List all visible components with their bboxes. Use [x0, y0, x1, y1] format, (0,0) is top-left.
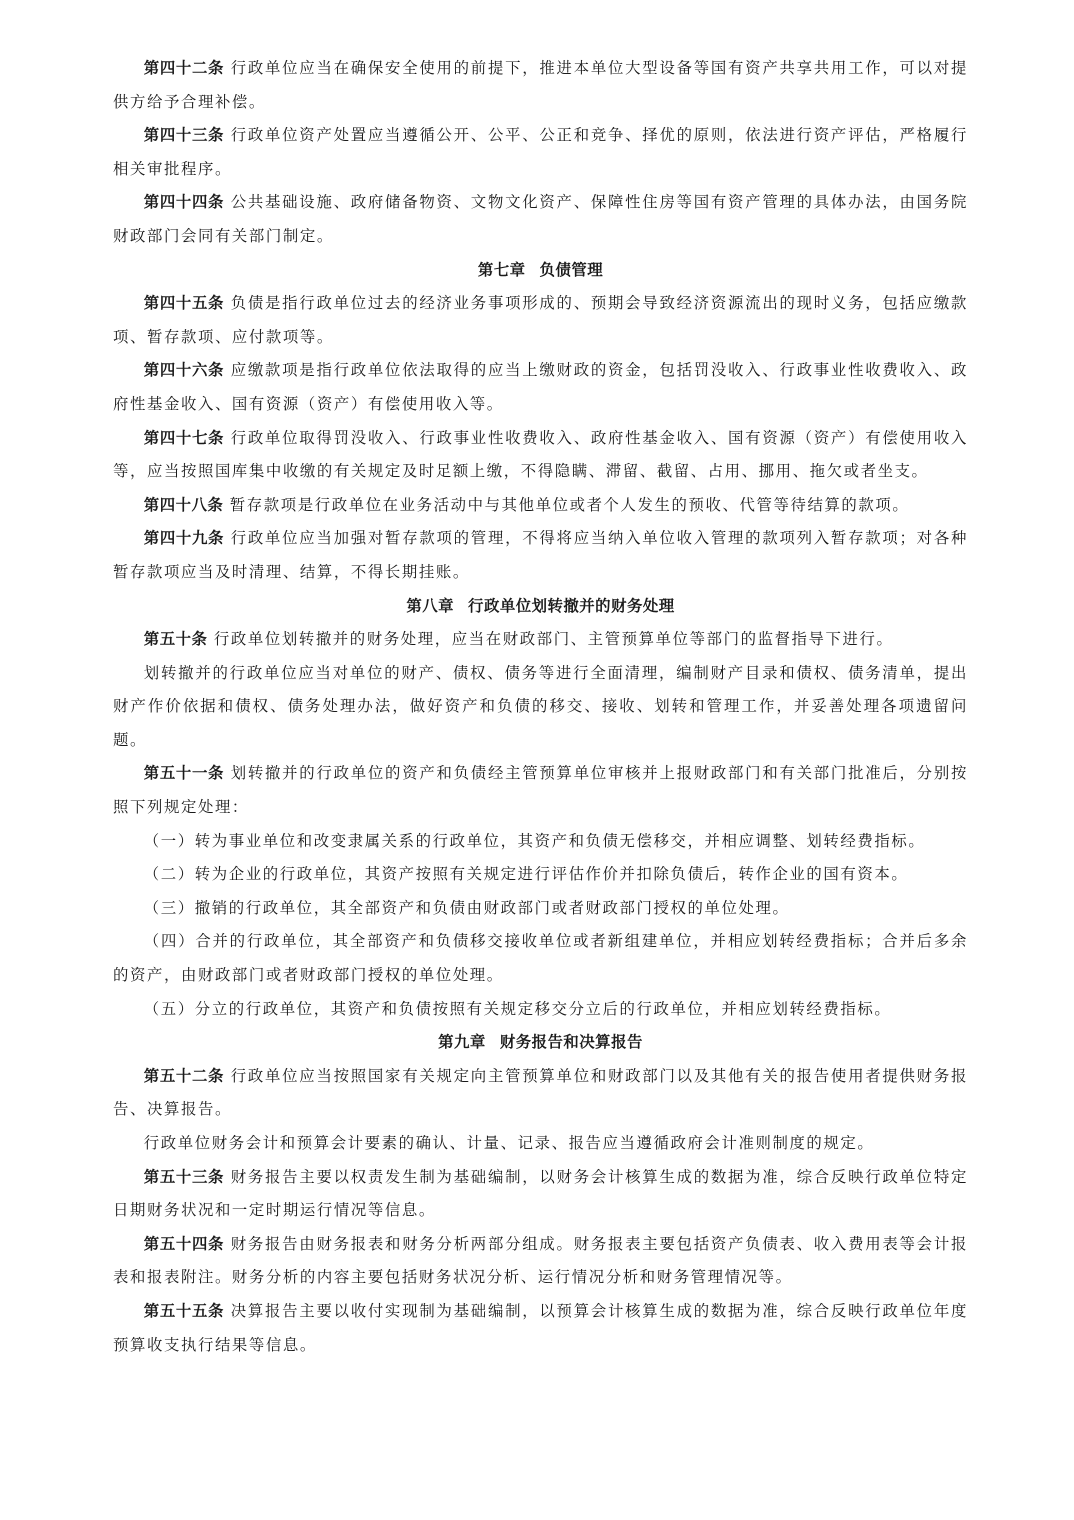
article-50 — [113, 623, 968, 657]
paragraph: 划转撤并的行政单位应当对单位的财产、债权、债务等进行全面清理，编制财产目录和债权、债务清单，提出财产作价依据和债权、债务处理办法，做好资产和负债的移交、接收、划转和管理工作，并妥善处理各项遗留问题。 — [113, 663, 968, 749]
article-text: 暂存款项是行政单位在业务活动中与其他单位或者个人发生的预收、代管等待结算的款项。 — [229, 495, 910, 514]
article-49 — [113, 522, 968, 589]
article-text: 划转撤并的行政单位的资产和负债经主管预算单位审核并上报财政部门和有关部门批准后，分别按照下列规定处理： — [113, 764, 968, 817]
chapter-title: 财务报告和决算报告 — [499, 1033, 643, 1052]
article-text: 负债是指行政单位过去的经济业务事项形成的、预期会导致经济资源流出的现时义务，包括应缴款项、暂存款项、应付款项等。 — [113, 294, 968, 346]
article-54 — [113, 1228, 968, 1295]
article-text: 行政单位应当按照国家有关规定向主管预算单位和财政部门以及其他有关的报告使用者提供财务报告、决算报告。 — [113, 1066, 968, 1119]
article-text: 行政单位取得罚没收入、行政事业性收费收入、政府性基金收入、国有资源（资产）有偿使用收入等，应当按照国库集中收缴的有关规定及时足额上缴，不得隐瞒、滞留、截留、占用、挪用、拖欠或者坐支。 — [113, 428, 968, 481]
article-text: 行政单位资产处置应当遵循公开、公平、公正和竞争、择优的原则，依法进行资产评估，严格履行相关审批程序。 — [113, 126, 968, 178]
article-46 — [113, 354, 968, 421]
article-text: 财务报告主要以权责发生制为基础编制，以财务会计核算生成的数据为准，综合反映行政单位特定日期财务状况和一定时期运行情况等信息。 — [113, 1167, 968, 1220]
chapter-number: 第七章 — [477, 260, 526, 279]
chapter-number: 第九章 — [438, 1033, 486, 1052]
article-42 — [113, 52, 968, 119]
article-heading: 第四十四条 — [143, 193, 225, 212]
chapter-9-heading — [113, 1026, 968, 1060]
article-heading: 第四十六条 — [143, 361, 225, 380]
chapter-title: 行政单位划转撤并的财务处理 — [468, 596, 675, 615]
article-52 — [113, 1060, 968, 1127]
article-heading: 第四十九条 — [143, 529, 225, 548]
article-48 — [113, 489, 968, 523]
article-text: 行政单位应当在确保安全使用的前提下，推进本单位大型设备等国有资产共享共用工作，可以对提供方给予合理补偿。 — [113, 59, 968, 111]
article-heading: 第四十八条 — [143, 495, 224, 514]
document-page — [113, 52, 968, 1362]
article-text: 行政单位划转撤并的财务处理，应当在财政部门、主管预算单位等部门的监督指导下进行。 — [213, 630, 894, 649]
chapter-number: 第八章 — [406, 596, 455, 615]
list-item: （三）撤销的行政单位，其全部资产和负债由财政部门或者财政部门授权的单位处理。 — [143, 898, 790, 917]
article-heading: 第四十二条 — [143, 59, 225, 77]
article-text: 财务报告由财务报表和财务分析两部分组成。财务报表主要包括资产负债表、收入费用表等会计报表和报表附注。财务分析的内容主要包括财务状况分析、运行情况分析和财务管理情况等。 — [113, 1234, 968, 1287]
article-text: 公共基础设施、政府储备物资、文物文化资产、保障性住房等国有资产管理的具体办法，由国务院财政部门会同有关部门制定。 — [113, 193, 968, 245]
article-heading: 第四十三条 — [143, 126, 225, 145]
article-heading: 第五十二条 — [143, 1066, 225, 1085]
article-heading: 第五十五条 — [143, 1301, 225, 1320]
article-heading: 第五十四条 — [143, 1234, 225, 1253]
list-item: （五）分立的行政单位，其资产和负债按照有关规定移交分立后的行政单位，并相应划转经费指标。 — [143, 999, 892, 1018]
article-heading: 第四十五条 — [143, 294, 225, 313]
article-45 — [113, 287, 968, 354]
list-item: （一）转为事业单位和改变隶属关系的行政单位，其资产和负债无偿移交，并相应调整、划转经费指标。 — [143, 831, 926, 850]
article-53 — [113, 1161, 968, 1228]
article-47 — [113, 422, 968, 489]
article-text: 决算报告主要以收付实现制为基础编制，以预算会计核算生成的数据为准，综合反映行政单位年度预算收支执行结果等信息。 — [113, 1301, 968, 1354]
article-heading: 第五十一条 — [143, 764, 225, 783]
list-item: （二）转为企业的行政单位，其资产按照有关规定进行评估作价并扣除负债后，转作企业的国有资本。 — [143, 865, 909, 884]
paragraph: 行政单位财务会计和预算会计要素的确认、计量、记录、报告应当遵循政府会计准则制度的规定。 — [143, 1134, 875, 1152]
chapter-7-heading — [113, 254, 968, 288]
article-text: 应缴款项是指行政单位依法取得的应当上缴财政的资金，包括罚没收入、行政事业性收费收入、政府性基金收入、国有资源（资产）有偿使用收入等。 — [113, 361, 968, 413]
article-heading: 第五十三条 — [143, 1167, 225, 1186]
article-55 — [113, 1295, 968, 1362]
article-44 — [113, 186, 968, 253]
chapter-8-heading — [113, 590, 968, 624]
article-43 — [113, 119, 968, 186]
article-heading: 第四十七条 — [143, 428, 225, 447]
article-text: 行政单位应当加强对暂存款项的管理，不得将应当纳入单位收入管理的款项列入暂存款项；对各种暂存款项应当及时清理、结算，不得长期挂账。 — [113, 529, 968, 581]
article-heading: 第五十条 — [143, 630, 208, 649]
chapter-title: 负债管理 — [539, 260, 604, 279]
list-item: （四）合并的行政单位，其全部资产和负债移交接收单位或者新组建单位，并相应划转经费指标；合并后多余的资产，由财政部门或者财政部门授权的单位处理。 — [113, 932, 968, 985]
article-51 — [113, 757, 968, 824]
